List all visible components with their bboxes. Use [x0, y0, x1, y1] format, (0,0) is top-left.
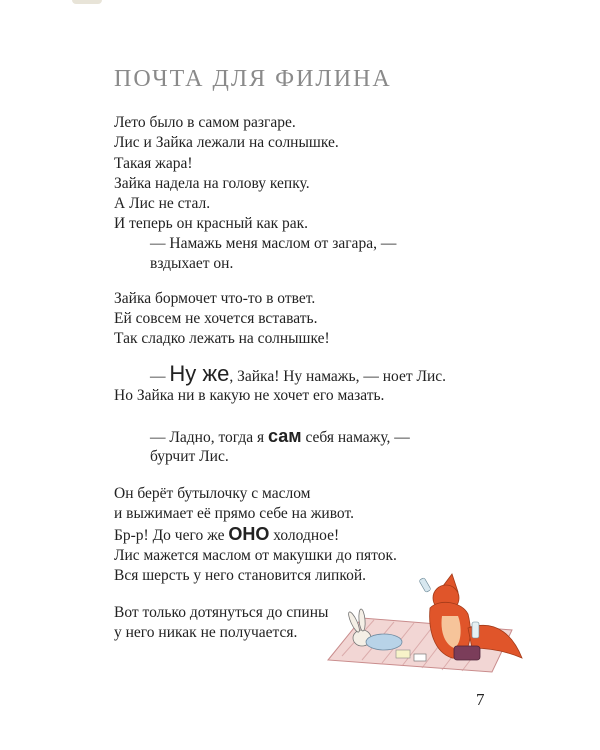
text-line	[150, 361, 447, 387]
text-line: бурчит Лис.	[150, 448, 229, 465]
text-line: Лис мажется маслом от макушки до пяток.	[114, 547, 397, 564]
text-span: — Ладно, тогда я	[150, 429, 268, 446]
page-number: 7	[476, 690, 485, 709]
text-line: Лето было в самом разгаре.	[114, 114, 296, 131]
text-line: И теперь он красный как рак.	[114, 215, 309, 232]
text-span: Бр-р! До чего же	[114, 527, 229, 544]
text-line	[114, 524, 339, 546]
text-span: холодное!	[269, 527, 340, 544]
bottle	[472, 622, 479, 638]
text-span: себя намажу, —	[301, 429, 410, 446]
text-line: Но Зайка ни в какую не хочет его мазать.	[114, 387, 385, 404]
text-span: , Зайка! Ну намажь, — ноет Лис.	[229, 368, 447, 385]
text-line: Лис и Зайка лежали на солнышке.	[114, 134, 339, 151]
text-line: у него никак не получается.	[114, 624, 298, 641]
text-line: Он берёт бутылочку с маслом	[114, 485, 311, 502]
text-line: и выжимает её прямо себе на живот.	[114, 505, 354, 522]
text-line: Зайка бормочет что-то в ответ.	[114, 290, 316, 307]
emphasized-word: ОНО	[228, 524, 270, 544]
text-line: А Лис не стал.	[114, 195, 211, 212]
book	[414, 654, 426, 661]
text-line: Вот только дотянуться до спины	[114, 604, 329, 621]
emphasized-word: Ну же	[169, 361, 230, 386]
text-line: Вся шерсть у него становится липкой.	[114, 567, 366, 584]
text-line: Ей совсем не хочется вставать.	[114, 310, 318, 327]
text-line: Такая жара!	[114, 155, 193, 172]
page-title: ПОЧТА ДЛЯ ФИЛИНА	[114, 66, 392, 92]
text-line: вздыхает он.	[150, 255, 234, 272]
text-line: Так сладко лежать на солнышке!	[114, 330, 330, 347]
page-corner-mark	[72, 0, 102, 4]
fox-and-bunny-illustration	[322, 568, 530, 678]
text-line: Зайка надела на голову кепку.	[114, 175, 310, 192]
emphasized-word: сам	[268, 426, 302, 446]
text-line: — Намажь меня маслом от загара, —	[150, 235, 397, 252]
dialogue-dash: —	[150, 368, 170, 385]
text-line	[150, 426, 410, 448]
